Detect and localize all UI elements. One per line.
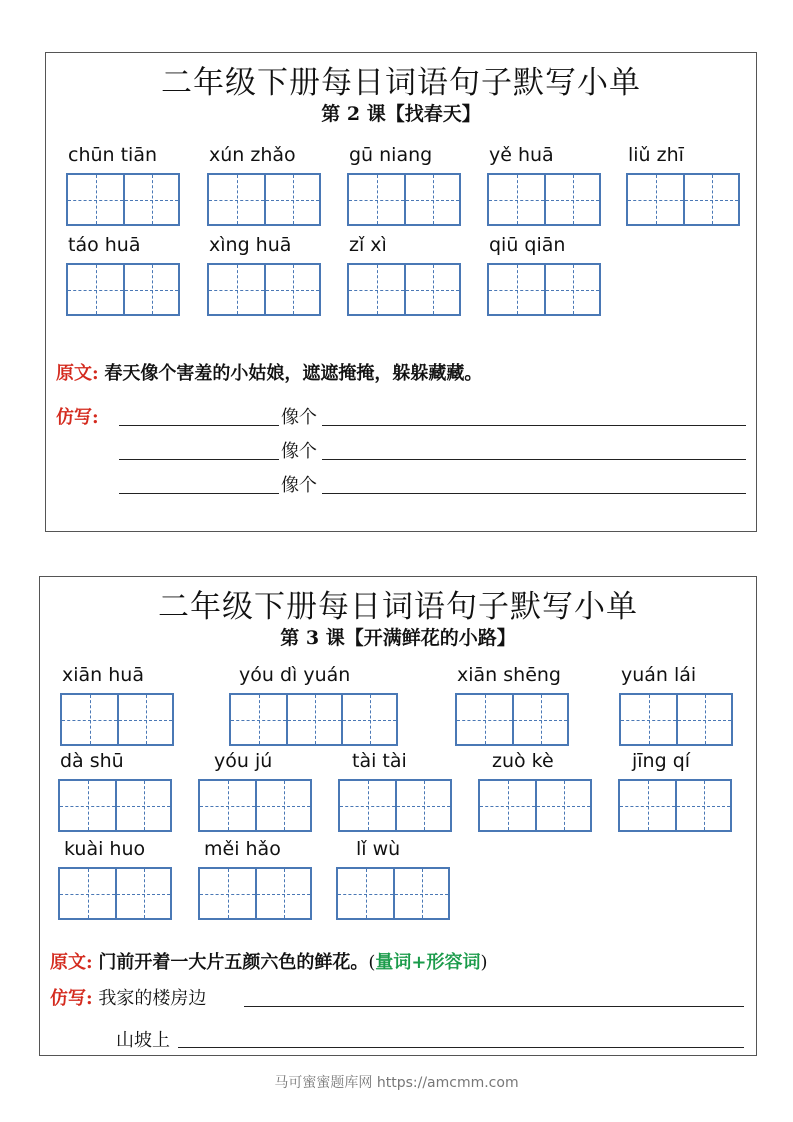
word-item — [478, 749, 592, 832]
pinyin-label: xiān huā — [62, 664, 144, 686]
blank-line[interactable] — [119, 493, 279, 494]
char-box — [512, 695, 567, 744]
pinyin-label: qiū qiān — [489, 234, 566, 256]
pinyin-label: dà shū — [60, 750, 124, 772]
word-item — [618, 749, 732, 832]
pinyin-label: zǐ xì — [349, 234, 387, 256]
original-sentence: 春天像个害羞的小姑娘，遮遮掩掩，躲躲藏藏。 — [104, 363, 483, 384]
char-box — [340, 781, 395, 830]
pinyin-label: yuán lái — [621, 664, 697, 686]
char-box — [621, 695, 676, 744]
word-item — [336, 837, 450, 920]
writing-grid — [618, 779, 732, 832]
pinyin-label: liǔ zhī — [628, 144, 684, 166]
pinyin-label: kuài huo — [64, 838, 146, 860]
pinyin-label: chūn tiān — [68, 144, 158, 166]
word-item — [207, 143, 321, 226]
word-item — [60, 663, 174, 746]
writing-grid — [58, 867, 172, 920]
writing-grid — [626, 173, 740, 226]
char-box — [115, 869, 170, 918]
char-box — [231, 695, 286, 744]
char-box — [341, 695, 396, 744]
word-item — [487, 143, 601, 226]
word-item — [66, 233, 180, 316]
worksheet-card-lesson-2 — [45, 52, 757, 532]
char-box — [457, 695, 512, 744]
writing-grid — [619, 693, 733, 746]
char-box — [393, 869, 448, 918]
char-box — [395, 781, 450, 830]
hint-open-paren: ( — [368, 952, 376, 973]
writing-grid — [229, 693, 398, 746]
char-box — [349, 265, 404, 314]
writing-grid — [455, 693, 569, 746]
char-box — [264, 175, 319, 224]
blank-line[interactable] — [322, 425, 746, 426]
char-box — [338, 869, 393, 918]
original-label: 原文: — [50, 952, 93, 973]
writing-grid — [66, 263, 180, 316]
word-item — [58, 837, 172, 920]
char-box — [200, 781, 255, 830]
lesson-title: 第 3 课【开满鲜花的小路】 — [280, 627, 516, 649]
word-item — [347, 143, 461, 226]
char-box — [264, 265, 319, 314]
original-sentence-row — [50, 948, 488, 974]
char-box — [535, 781, 590, 830]
pinyin-label: táo huā — [68, 234, 141, 256]
word-item — [619, 663, 733, 746]
pinyin-label: yóu jú — [214, 750, 273, 772]
char-box — [489, 175, 544, 224]
connector-word: 像个 — [281, 407, 317, 428]
imitate-prompt-1: 我家的楼房边 — [98, 988, 207, 1009]
char-box — [544, 175, 599, 224]
writing-grid — [66, 173, 180, 226]
writing-grid — [198, 867, 312, 920]
pinyin-label: yóu dì yuán — [239, 664, 351, 686]
char-box — [68, 175, 123, 224]
footer-watermark: 马可蜜蜜题库网 https://amcmm.com — [274, 1075, 519, 1091]
char-box — [62, 695, 117, 744]
grammar-hint: 量词+形容词 — [375, 952, 481, 973]
writing-grid — [60, 693, 174, 746]
pinyin-label: měi hǎo — [204, 838, 281, 860]
writing-grid — [347, 263, 461, 316]
hint-close-paren: ) — [480, 952, 488, 973]
writing-grid — [198, 779, 312, 832]
char-box — [628, 175, 683, 224]
imitate-label: 仿写: — [50, 988, 93, 1009]
imitate-label: 仿写: — [56, 407, 99, 428]
imitate-row-1 — [50, 984, 206, 1010]
char-box — [255, 869, 310, 918]
blank-line[interactable] — [322, 493, 746, 494]
original-label: 原文: — [56, 363, 99, 384]
char-box — [349, 175, 404, 224]
original-sentence: 门前开着一大片五颜六色的鲜花。 — [98, 952, 369, 973]
writing-grid — [338, 779, 452, 832]
word-item — [487, 233, 601, 316]
pinyin-label: gū niang — [349, 144, 433, 166]
connector-word: 像个 — [281, 475, 317, 496]
char-box — [68, 265, 123, 314]
writing-grid — [487, 263, 601, 316]
pinyin-label: zuò kè — [492, 750, 554, 772]
connector-word: 像个 — [281, 441, 317, 462]
word-item — [455, 663, 569, 746]
imitate-prompt-2: 山坡上 — [116, 1030, 170, 1051]
word-item — [198, 749, 312, 832]
writing-grid — [207, 263, 321, 316]
char-box — [123, 265, 178, 314]
char-box — [404, 175, 459, 224]
worksheet-title: 二年级下册每日词语句子默写小单 — [161, 65, 641, 101]
word-item — [229, 663, 398, 746]
worksheet-card-lesson-3 — [39, 576, 757, 1056]
char-box — [209, 175, 264, 224]
char-box — [489, 265, 544, 314]
pinyin-label: lǐ wù — [356, 838, 401, 860]
lesson-title: 第 2 课【找春天】 — [321, 103, 481, 125]
char-box — [620, 781, 675, 830]
word-item — [626, 143, 740, 226]
word-item — [347, 233, 461, 316]
imitate-label-row — [56, 403, 99, 429]
word-item — [198, 837, 312, 920]
pinyin-label: xún zhǎo — [209, 144, 296, 166]
blank-line[interactable] — [119, 459, 279, 460]
blank-line[interactable] — [322, 459, 746, 460]
word-item — [58, 749, 172, 832]
char-box — [209, 265, 264, 314]
char-box — [675, 781, 730, 830]
char-box — [60, 781, 115, 830]
word-item — [338, 749, 452, 832]
writing-grid — [58, 779, 172, 832]
original-sentence-row — [56, 359, 482, 385]
char-box — [117, 695, 172, 744]
char-box — [286, 695, 341, 744]
writing-grid — [347, 173, 461, 226]
blank-line[interactable] — [244, 1006, 744, 1007]
worksheet-title: 二年级下册每日词语句子默写小单 — [158, 589, 638, 625]
char-box — [544, 265, 599, 314]
word-item — [66, 143, 180, 226]
writing-grid — [478, 779, 592, 832]
pinyin-label: xìng huā — [209, 234, 292, 256]
char-box — [480, 781, 535, 830]
char-box — [404, 265, 459, 314]
char-box — [683, 175, 738, 224]
blank-line[interactable] — [119, 425, 279, 426]
char-box — [123, 175, 178, 224]
char-box — [200, 869, 255, 918]
char-box — [60, 869, 115, 918]
pinyin-label: xiān shēng — [457, 664, 561, 686]
writing-grid — [487, 173, 601, 226]
writing-grid — [336, 867, 450, 920]
char-box — [255, 781, 310, 830]
word-item — [207, 233, 321, 316]
pinyin-label: jīng qí — [632, 750, 691, 772]
pinyin-label: tài tài — [352, 750, 407, 772]
char-box — [676, 695, 731, 744]
writing-grid — [207, 173, 321, 226]
blank-line[interactable] — [178, 1047, 744, 1048]
pinyin-label: yě huā — [489, 144, 554, 166]
char-box — [115, 781, 170, 830]
